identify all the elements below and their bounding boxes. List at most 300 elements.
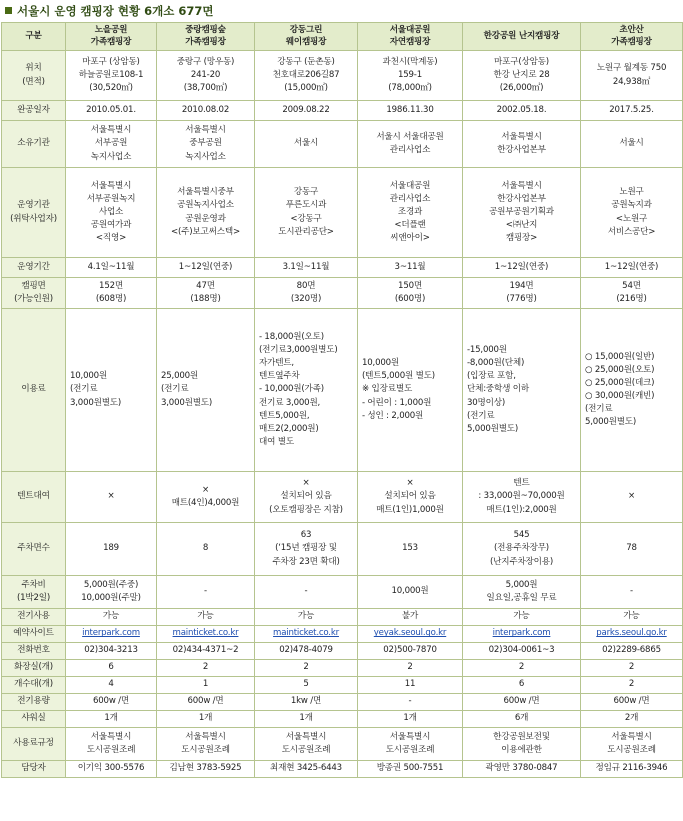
- cell-line: -8,000원(단체): [467, 358, 525, 369]
- header-camp-name: [255, 23, 358, 51]
- table-cell: [157, 278, 255, 309]
- cell-line: ○ 15,000원(일반): [585, 351, 655, 362]
- cell-line: 10,000원: [391, 586, 429, 597]
- table-cell: [157, 677, 255, 694]
- table-cell: [358, 576, 463, 609]
- table-cell: [157, 309, 255, 472]
- table-cell: [66, 168, 157, 258]
- cell-line: 1: [202, 679, 209, 690]
- cell-line: 중랑캠핑숲: [185, 25, 226, 36]
- cell-line: 3,000원별도): [70, 397, 122, 408]
- table-cell: [358, 761, 463, 778]
- table-cell: [255, 278, 358, 309]
- cell-line: 152면: [99, 280, 123, 291]
- cell-line: 전기사용: [17, 611, 50, 622]
- cell-line: 공원여가과: [90, 220, 132, 231]
- cell-line: (전기료: [467, 410, 495, 421]
- cell-line: 4.1일~11월: [87, 261, 135, 272]
- table-cell: [581, 576, 683, 609]
- cell-line: 텐트: [513, 478, 530, 489]
- table-cell: [581, 309, 683, 472]
- cell-line: (30,520㎡): [89, 83, 133, 94]
- cell-line: 2: [303, 662, 309, 673]
- cell-line: (텐트5,000원 별도): [362, 371, 435, 382]
- table-cell: [358, 121, 463, 168]
- row-label: [2, 761, 66, 778]
- cell-line: 자가텐트,: [259, 358, 294, 369]
- cell-line: 02)304-3213: [84, 645, 138, 656]
- cell-line: (전기료3,000원별도): [259, 345, 338, 356]
- cell-line: (608명): [95, 294, 127, 304]
- cell-line: 조경과: [397, 206, 423, 217]
- cell-line: ×: [627, 491, 635, 502]
- cell-line: 공원부공원기획과: [489, 206, 554, 217]
- table-cell: [358, 309, 463, 472]
- table-cell: [463, 168, 581, 258]
- cell-line: 한강사업본부: [497, 193, 546, 204]
- table-cell: [463, 711, 581, 728]
- row-label: [2, 101, 66, 121]
- table-cell: [157, 728, 255, 761]
- table-cell: [463, 309, 581, 472]
- cell-line: - 18,000원(오토): [259, 332, 324, 343]
- cell-line: 2009.08.22: [282, 104, 330, 115]
- header-row: [2, 23, 683, 51]
- cell-line: 매트(1인)1,000원: [376, 504, 444, 515]
- cell-line: <㈜난지: [505, 220, 538, 231]
- table-cell: [358, 278, 463, 309]
- cell-line: 서울시: [293, 138, 319, 149]
- table-cell: [66, 660, 157, 677]
- row-label: [2, 472, 66, 523]
- cell-line: (오토캠핑장은 지참): [269, 504, 343, 515]
- cell-line: 189: [103, 543, 119, 554]
- cell-line: 서울특별시중부: [177, 187, 234, 198]
- cell-line: 노을공원: [94, 25, 128, 36]
- cell-line: 매트(1인):2,000원: [486, 504, 557, 515]
- table-cell: [157, 121, 255, 168]
- table-cell: [66, 711, 157, 728]
- cell-line: <더플랜: [394, 220, 426, 231]
- square-bullet-icon: [5, 7, 12, 14]
- cell-line: 2: [628, 679, 635, 690]
- cell-line: 1986.11.30: [386, 104, 434, 115]
- table-cell: [581, 101, 683, 121]
- cell-line: 공원운영과: [185, 213, 226, 224]
- cell-line: 도시공원조례: [181, 745, 230, 755]
- cell-line: 씨앤아이>: [390, 233, 430, 244]
- table-row: [2, 278, 683, 309]
- cell-line: 1~12일(연중): [604, 261, 659, 272]
- cell-line: (26,000㎡): [499, 83, 544, 94]
- cell-line: 1개: [403, 713, 417, 724]
- table-cell: [255, 523, 358, 576]
- cell-line: ○ 25,000원(오토): [585, 364, 655, 375]
- cell-line: 노원구: [619, 187, 644, 198]
- cell-line[interactable]: yeyak.seoul.go.kr: [373, 628, 447, 639]
- table-row: [2, 576, 683, 609]
- cell-line: 도시공원조례: [385, 745, 435, 755]
- table-cell: [581, 51, 683, 101]
- cell-line: 이기익 300-5576: [77, 763, 145, 774]
- cell-line: 노원구 월계동 750: [596, 63, 667, 74]
- cell-line: 텐트5,000원,: [259, 410, 310, 421]
- cell-line: 2010.05.01.: [86, 104, 136, 115]
- table-cell: [66, 523, 157, 576]
- table-row: [2, 309, 683, 472]
- cell-line: 개수대(개): [14, 679, 53, 690]
- row-label: [2, 694, 66, 711]
- table-cell: [463, 101, 581, 121]
- cell-line: 김남현 3783-5925: [169, 763, 242, 774]
- cell-line: 1개: [104, 713, 118, 724]
- cell-line: 11: [404, 679, 416, 690]
- cell-line: 강동구 (둔촌동): [277, 56, 335, 67]
- cell-line: - 어린이 : 1,000원: [362, 397, 432, 408]
- cell-line: 서울특별시: [90, 125, 132, 136]
- row-label: [2, 643, 66, 660]
- table-cell: [358, 523, 463, 576]
- cell-line: 78: [626, 543, 637, 554]
- cell-line: 대여 별도: [259, 436, 294, 447]
- table-cell: [358, 643, 463, 660]
- table-cell: [581, 278, 683, 309]
- cell-line: 5: [303, 679, 309, 690]
- table-cell: [463, 677, 581, 694]
- cell-line: (600명): [394, 294, 426, 304]
- cell-line: (38,700㎡): [183, 83, 228, 94]
- table-cell: [66, 472, 157, 523]
- table-cell: [358, 168, 463, 258]
- table-cell: [358, 694, 463, 711]
- cell-line: 가족캠핑장: [90, 36, 132, 47]
- cell-line: 도시관리공단>: [278, 226, 334, 237]
- table-cell: [157, 609, 255, 626]
- cell-line: 중부공원: [189, 138, 222, 149]
- cell-line: 도시공원조례: [86, 745, 136, 755]
- cell-line: (1박2일): [16, 593, 51, 603]
- cell-line: 194면: [509, 280, 534, 291]
- cell-line: 서울특별시: [501, 180, 542, 191]
- cell-line: 2: [202, 662, 209, 673]
- table-cell: [157, 643, 255, 660]
- cell-line: 2002.05.18.: [496, 104, 547, 115]
- cell-line[interactable]: interpark.com: [492, 628, 551, 639]
- cell-line: 가족캠핑장: [611, 36, 652, 47]
- cell-line[interactable]: interpark.com: [82, 628, 140, 639]
- table-row: [2, 694, 683, 711]
- cell-line[interactable]: parks.seoul.go.kr: [596, 628, 667, 639]
- cell-line: -15,000원: [467, 345, 507, 356]
- table-row: [2, 761, 683, 778]
- cell-line: 강동그린: [289, 25, 323, 36]
- table-cell: [463, 472, 581, 523]
- cell-line: 주차면수: [17, 543, 50, 554]
- cell-line: ※ 입장료별도: [362, 384, 413, 395]
- cell-line: 한강사업본부: [497, 145, 546, 155]
- cell-line: 운영기관: [17, 200, 50, 211]
- table-cell: [157, 51, 255, 101]
- cell-line: (78,000㎡): [388, 83, 432, 94]
- row-label: [2, 711, 66, 728]
- cell-line: (난지주차장이용): [489, 556, 554, 567]
- table-cell: [358, 609, 463, 626]
- row-label: [2, 523, 66, 576]
- table-cell: [463, 643, 581, 660]
- cell-line: 3.1일~11월: [282, 261, 330, 272]
- cell-line: 사업소: [98, 206, 124, 217]
- table-cell: [581, 643, 683, 660]
- cell-line: 241-20: [190, 69, 221, 80]
- table-cell: [463, 609, 581, 626]
- cell-line: 소유기관: [17, 138, 50, 149]
- cell-line: (‘15년 캠핑장 및: [275, 543, 337, 554]
- table-cell: [66, 761, 157, 778]
- table-cell: [581, 168, 683, 258]
- table-cell: [581, 761, 683, 778]
- cell-line: 예약사이트: [13, 628, 54, 639]
- cell-line: ×: [406, 478, 414, 489]
- cell-line: 5,000원별도): [467, 423, 519, 434]
- cell-line: 과천시(막계동): [382, 56, 438, 67]
- cell-line: ×: [107, 491, 115, 502]
- cell-line: 가능: [102, 611, 120, 622]
- cell-line: 600w /면: [503, 696, 540, 707]
- table-cell: [255, 660, 358, 677]
- cell-line: 153: [402, 543, 418, 554]
- table-cell: [157, 168, 255, 258]
- cell-line: 서비스공단>: [607, 226, 656, 237]
- table-cell: [358, 472, 463, 523]
- cell-line: (전기료: [70, 384, 98, 395]
- cell-line: 매트(4인)4,000원: [171, 498, 240, 508]
- cell-line: 54면: [622, 280, 641, 291]
- table-row: [2, 472, 683, 523]
- cell-line: 매트2(2,000원): [259, 423, 319, 434]
- cell-line: 150면: [398, 280, 422, 291]
- table-cell: [581, 694, 683, 711]
- cell-line: 가능: [197, 611, 214, 622]
- cell-line: 서울특별시: [501, 131, 542, 142]
- page-title: 서울시 운영 캠핑장 현황 6개소 677면: [0, 0, 683, 22]
- table-cell: [463, 660, 581, 677]
- cell-line: (전기료: [585, 404, 613, 415]
- cell-line: 10,000원: [70, 371, 107, 382]
- cell-line: 마포구 (상암동): [82, 56, 140, 67]
- row-label: [2, 278, 66, 309]
- table-cell: [255, 121, 358, 168]
- cell-line: 서울특별시: [611, 731, 652, 742]
- table-cell: [255, 728, 358, 761]
- table-row: [2, 711, 683, 728]
- cell-line: 이용에관한: [501, 745, 542, 755]
- cell-line: -: [630, 586, 633, 597]
- cell-line: <강동구: [290, 213, 322, 224]
- cell-line: ×: [201, 484, 209, 495]
- table-cell: [66, 694, 157, 711]
- table-cell: [581, 121, 683, 168]
- cell-line: 02)2289-6865: [602, 645, 661, 656]
- cell-line: 서부공원녹지: [86, 193, 136, 204]
- cell-line: ×: [302, 478, 310, 489]
- cell-line: 2: [628, 662, 635, 673]
- cell-line: 설치되어 있음: [384, 491, 436, 502]
- table-cell: [581, 609, 683, 626]
- cell-line: 전기료 3,000원,: [259, 397, 321, 408]
- cell-line: 6: [518, 679, 525, 690]
- cell-line: 정임규 2116-3946: [595, 763, 668, 774]
- row-label: [2, 728, 66, 761]
- header-camp-name: [157, 23, 255, 51]
- cell-line: 녹지사업소: [90, 151, 132, 162]
- cell-line: 곽영만 3780-0847: [485, 763, 558, 774]
- table-cell: [463, 523, 581, 576]
- cell-line: (776명): [506, 294, 537, 304]
- cell-line: 4: [108, 679, 114, 690]
- cell-line: 1~12일(연중): [178, 261, 233, 272]
- cell-line: 서울시: [619, 138, 644, 149]
- cell-line: 가능: [297, 611, 315, 622]
- cell-line: 텐트옆주차: [259, 371, 300, 382]
- cell-line: 녹지사업소: [185, 151, 226, 162]
- cell-line: 일요일,공휴일 무료: [486, 593, 557, 603]
- cell-line: 5,000원별도): [585, 417, 637, 428]
- cell-line: 서울시 서울대공원: [376, 131, 444, 142]
- cell-line: 전기용량: [17, 696, 50, 707]
- table-row: [2, 609, 683, 626]
- cell-line: (188명): [190, 294, 221, 304]
- table-row: [2, 523, 683, 576]
- cell-line: 위치: [25, 63, 42, 74]
- table-row: [2, 168, 683, 258]
- table-cell: [581, 660, 683, 677]
- row-label: [2, 660, 66, 677]
- cell-line: 1~12일(연중): [494, 261, 549, 272]
- cell-line: 관리사업소: [389, 193, 431, 204]
- cell-line: (전용주차장무): [494, 543, 549, 554]
- cell-line: 캠핑장>: [505, 233, 538, 244]
- cell-line: 방종권 500-7551: [376, 763, 444, 774]
- cell-line: 샤워실: [21, 713, 46, 724]
- cell-line: 10,000원: [362, 358, 399, 369]
- cell-line[interactable]: mainticket.co.kr: [273, 628, 339, 639]
- cell-line: 푸른도시과: [285, 200, 327, 211]
- table-row: [2, 51, 683, 101]
- header-camp-name: [581, 23, 683, 51]
- cell-line: 1개: [299, 713, 313, 724]
- cell-line: (위탁사업자): [10, 213, 57, 224]
- cell-line: 3~11월: [394, 261, 426, 272]
- table-cell: [581, 711, 683, 728]
- table-cell: [157, 626, 255, 643]
- cell-line: 02)500-7870: [383, 645, 437, 656]
- table-row: [2, 660, 683, 677]
- table-cell: [463, 51, 581, 101]
- cell-line: 2017.5.25.: [609, 104, 654, 115]
- table-cell: [255, 694, 358, 711]
- cell-line: -: [204, 586, 207, 597]
- cell-line: 이용료: [21, 384, 46, 395]
- cell-line: 600w /면: [613, 696, 650, 707]
- table-row: [2, 643, 683, 660]
- cell-line: 서울특별시: [185, 731, 226, 742]
- cell-line: 545: [513, 530, 530, 541]
- cell-line: 1kw /면: [290, 696, 322, 707]
- row-label: [2, 576, 66, 609]
- cell-line: ○ 30,000원(캐빈): [585, 391, 655, 401]
- table-cell: [581, 472, 683, 523]
- table-cell: [66, 643, 157, 660]
- table-cell: [463, 694, 581, 711]
- table-cell: [581, 677, 683, 694]
- table-cell: [66, 51, 157, 101]
- header-label: 구분: [2, 23, 66, 51]
- table-cell: [66, 677, 157, 694]
- table-cell: [358, 711, 463, 728]
- cell-line: 주차장 23면 확대): [272, 556, 340, 567]
- cell-line: 25,000원: [161, 371, 198, 382]
- table-cell: [157, 523, 255, 576]
- cell-line[interactable]: mainticket.co.kr: [172, 628, 239, 639]
- table-cell: [157, 761, 255, 778]
- cell-line: 서부공원: [94, 138, 128, 149]
- cell-line: 8: [202, 543, 209, 554]
- cell-line: 서울특별시: [90, 180, 132, 191]
- cell-line: 6: [108, 662, 114, 673]
- cell-line: 2: [407, 662, 413, 673]
- cell-line: 캠핑면: [21, 280, 46, 291]
- cell-line: 2: [518, 662, 525, 673]
- cell-line: 600w /면: [93, 696, 129, 707]
- table-cell: [255, 609, 358, 626]
- cell-line: - 10,000원(가족): [259, 384, 324, 395]
- cell-line: -: [408, 696, 412, 707]
- header-camp-name: [463, 23, 581, 51]
- table-cell: [157, 711, 255, 728]
- cell-line: 화장실(개): [14, 662, 53, 673]
- cell-line: 6개: [514, 713, 529, 724]
- cell-line: 가족캠핑장: [185, 36, 226, 47]
- table-cell: [66, 309, 157, 472]
- cell-line: 강동구: [293, 187, 319, 198]
- cell-line: <직영>: [95, 233, 127, 244]
- table-cell: [358, 677, 463, 694]
- table-cell: [255, 101, 358, 121]
- table-cell: [66, 258, 157, 278]
- cell-line: 불가: [401, 611, 419, 622]
- cell-line: 1개: [198, 713, 213, 724]
- table-cell: [157, 694, 255, 711]
- cell-line: 완공일자: [17, 104, 50, 115]
- table-cell: [66, 728, 157, 761]
- cell-line: 서울특별시: [90, 731, 132, 742]
- cell-line: 초안산: [619, 25, 644, 36]
- cell-line: 관리사업소: [389, 145, 431, 155]
- cell-line: 담당자: [21, 763, 46, 774]
- cell-line: 02)304-0061~3: [488, 645, 555, 656]
- header-camp-name: [66, 23, 157, 51]
- cell-line: ○ 25,000원(데크): [585, 377, 655, 388]
- cell-line: 80면: [296, 280, 316, 291]
- cell-line: 5,000원: [505, 579, 538, 590]
- table-cell: [66, 101, 157, 121]
- table-cell: [463, 258, 581, 278]
- table-cell: [358, 51, 463, 101]
- table-cell: [463, 626, 581, 643]
- cell-line: 텐트대여: [17, 491, 50, 502]
- table-cell: [358, 101, 463, 121]
- table-cell: [358, 626, 463, 643]
